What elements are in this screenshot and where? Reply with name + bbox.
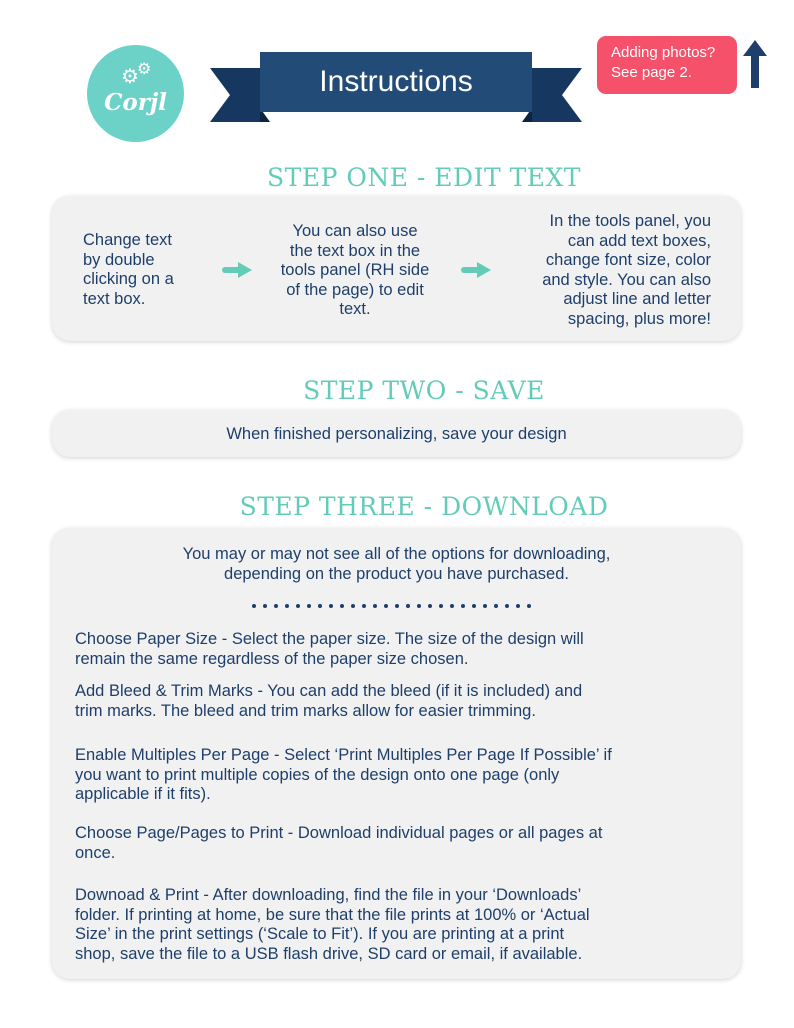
text-line: spacing, plus more!	[567, 309, 711, 328]
download-option-pages	[75, 824, 735, 863]
text-line: You can also use	[292, 222, 418, 240]
text-line: you want to print multiple copies of the design onto one page (only	[75, 765, 560, 784]
step-two-heading: STEP TWO - SAVE	[303, 376, 545, 405]
download-option-print	[75, 886, 735, 964]
text-line: Downoad & Print - After downloading, find the file in your ‘Downloads’	[75, 886, 582, 904]
photo-note-line2: See page 2.	[611, 64, 692, 81]
text-line: text.	[339, 300, 371, 318]
text-line: Change text	[83, 231, 172, 249]
text-line: Size’ in the print settings (‘Scale to Fit’). If you are printing at a print	[75, 925, 565, 943]
text-line: Choose Page/Pages to Print - Download individual pages or all pages at	[75, 824, 603, 842]
arrow-right-icon	[461, 262, 491, 278]
step-three-heading: STEP THREE - DOWNLOAD	[239, 492, 609, 521]
corjl-logo	[87, 45, 184, 142]
text-line: text box.	[83, 289, 146, 308]
text-line: tools panel (RH side	[280, 261, 430, 279]
text-line: and style. You can also	[542, 270, 711, 289]
text-line: You may or may not see all of the options for downloading,	[182, 545, 611, 563]
text-line: depending on the product you have purchased.	[224, 564, 569, 583]
text-line: In the tools panel, you	[549, 212, 711, 230]
step-one-heading: STEP ONE - EDIT TEXT	[267, 163, 581, 192]
text-line: clicking on a	[83, 270, 174, 288]
download-option-paper-size	[75, 630, 735, 669]
text-line: applicable if it fits).	[75, 785, 211, 803]
text-line: adjust line and letter	[563, 290, 711, 308]
text-line: remain the same regardless of the paper size chosen.	[75, 649, 469, 668]
text-line: of the page) to edit	[286, 280, 424, 299]
text-line: shop, save the file to a USB flash drive, SD card or email, if available.	[75, 944, 583, 963]
text-line: change font size, color	[545, 251, 711, 269]
dotted-divider	[252, 604, 542, 612]
step-one-text-3	[508, 212, 711, 329]
gear-icon: ⚙	[121, 66, 139, 88]
step-one-text-1	[83, 231, 213, 309]
text-line: Enable Multiples Per Page - Select ‘Print Multiples Per Page If Possible’ if	[75, 746, 612, 764]
text-line: folder. If printing at home, be sure that the file prints at 100% or ‘Actual	[75, 905, 590, 924]
step-one-text-2	[262, 222, 448, 320]
page-title: Instructions	[319, 65, 473, 98]
download-option-multiples	[75, 746, 735, 805]
download-option-bleed-trim	[75, 682, 735, 721]
logo-text: Corjl	[104, 89, 167, 116]
text-line: trim marks. The bleed and trim marks allow for easier trimming.	[75, 701, 536, 720]
adding-photos-note	[597, 36, 737, 94]
download-intro	[52, 545, 741, 584]
arrow-up-icon	[739, 38, 771, 90]
text-line: once.	[75, 843, 116, 862]
step-two-text: When finished personalizing, save your design	[226, 425, 567, 443]
text-line: Add Bleed & Trim Marks - You can add the bleed (if it is included) and	[75, 682, 583, 700]
photo-note-line1: Adding photos?	[611, 44, 716, 61]
text-line: the text box in the	[289, 241, 421, 260]
text-line: can add text boxes,	[567, 231, 711, 250]
arrow-right-icon	[222, 262, 252, 278]
gear-icon: ⚙	[137, 61, 152, 78]
text-line: by double	[83, 250, 155, 269]
text-line: Choose Paper Size - Select the paper size. The size of the design will	[75, 630, 584, 648]
